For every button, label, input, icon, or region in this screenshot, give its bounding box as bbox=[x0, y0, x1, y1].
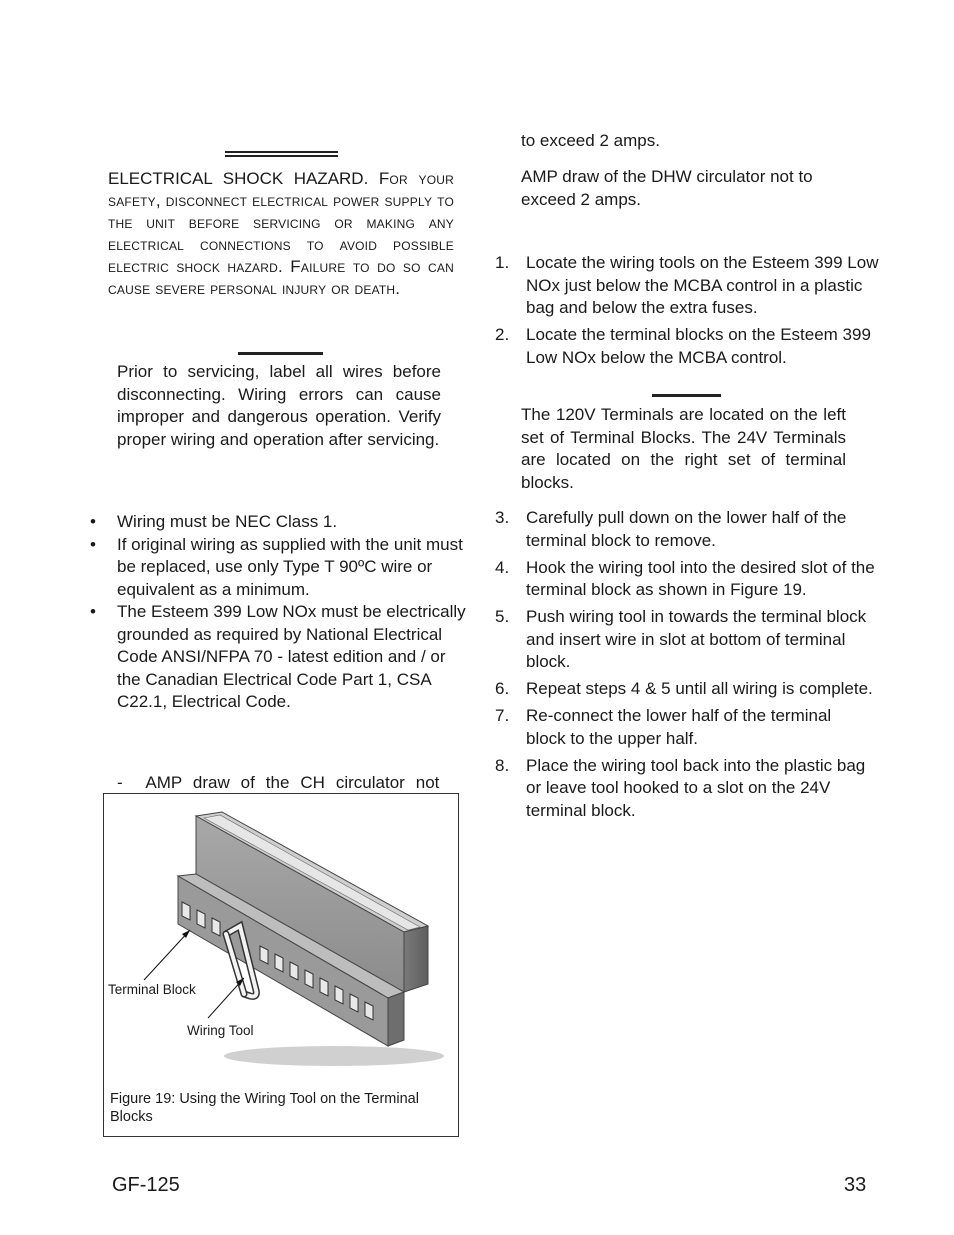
list-item: • Wiring must be NEC Class 1. bbox=[90, 512, 338, 531]
list-item: • If original wiring as supplied with the unit must be replaced, use only Type T 90ºC wire or equivalent as a minimum. bbox=[90, 534, 463, 599]
amp-ch-line bbox=[117, 772, 457, 795]
list-item: 8. Place the wiring tool back into the plastic bag or leave tool hooked to a slot on the 24V terminal block. bbox=[495, 755, 866, 820]
document-id: GF-125 bbox=[112, 1174, 180, 1196]
terminal-block-label: Terminal Block bbox=[108, 982, 196, 997]
warning-lead: ELECTRICAL SHOCK HAZARD. bbox=[108, 169, 369, 188]
list-item: 6. Repeat steps 4 & 5 until all wiring is complete. bbox=[495, 679, 873, 698]
warning-body: For your safety, disconnect electrical power supply to the unit before servicing or making any electrical connections to avoid possible electric shock hazard. Failure to do so can cause severe personal injury or death. bbox=[108, 169, 454, 298]
note-text: The 120V Terminals are located on the left set of Terminal Blocks. The 24V Terminals are located on the right set of terminal blocks. bbox=[521, 405, 846, 492]
amp-dhw-text: AMP draw of the DHW circulator not to exceed 2 amps. bbox=[521, 167, 813, 209]
page-number: 33 bbox=[844, 1174, 867, 1196]
list-item: 2. Locate the terminal blocks on the Esteem 399 Low NOx below the MCBA control. bbox=[495, 325, 871, 367]
list-item: 5. Push wiring tool in towards the terminal block and insert wire in slot at bottom of terminal block. bbox=[495, 607, 867, 671]
amp-dash: - bbox=[117, 773, 123, 792]
list-item: 7. Re-connect the lower half of the terminal block to the upper half. bbox=[495, 706, 832, 748]
list-item: 3. Carefully pull down on the lower half of the terminal block to remove. bbox=[495, 508, 847, 550]
amp-ch-start: AMP draw of the CH circulator not bbox=[145, 773, 440, 792]
caution-text: Prior to servicing, label all wires before disconnecting. Wiring errors can cause improper and dangerous operation. Verify proper wiring and operation after servicing. bbox=[117, 362, 441, 449]
terminal-block-illustration bbox=[104, 794, 458, 1084]
warning-text bbox=[108, 168, 454, 300]
list-item: • The Esteem 399 Low NOx must be electrically grounded as required by National Electrical Code ANSI/NFPA 70 - latest edition and / or the Canadian Electrical Code Part 1, CSA C22.1, Electrical Code. bbox=[90, 602, 466, 711]
amp-ch-end: to exceed 2 amps. bbox=[521, 131, 660, 150]
steps-list-a bbox=[495, 252, 880, 374]
steps-list-b bbox=[495, 507, 875, 827]
figure-caption: Figure 19: Using the Wiring Tool on the Terminal Blocks bbox=[110, 1091, 419, 1125]
warning-heading-rule bbox=[225, 151, 338, 157]
list-item: 4. Hook the wiring tool into the desired slot of the terminal block as shown in Figure 19. bbox=[495, 557, 875, 599]
caution-heading-rule bbox=[238, 352, 323, 355]
wiring-tool-label: Wiring Tool bbox=[187, 1023, 254, 1038]
figure-19 bbox=[103, 793, 459, 1137]
wiring-requirements-list bbox=[90, 511, 468, 714]
note-heading-rule bbox=[652, 394, 721, 397]
list-item: 1. Locate the wiring tools on the Esteem 399 Low NOx just below the MCBA control in a plastic bag and below the extra fuses. bbox=[495, 253, 879, 317]
